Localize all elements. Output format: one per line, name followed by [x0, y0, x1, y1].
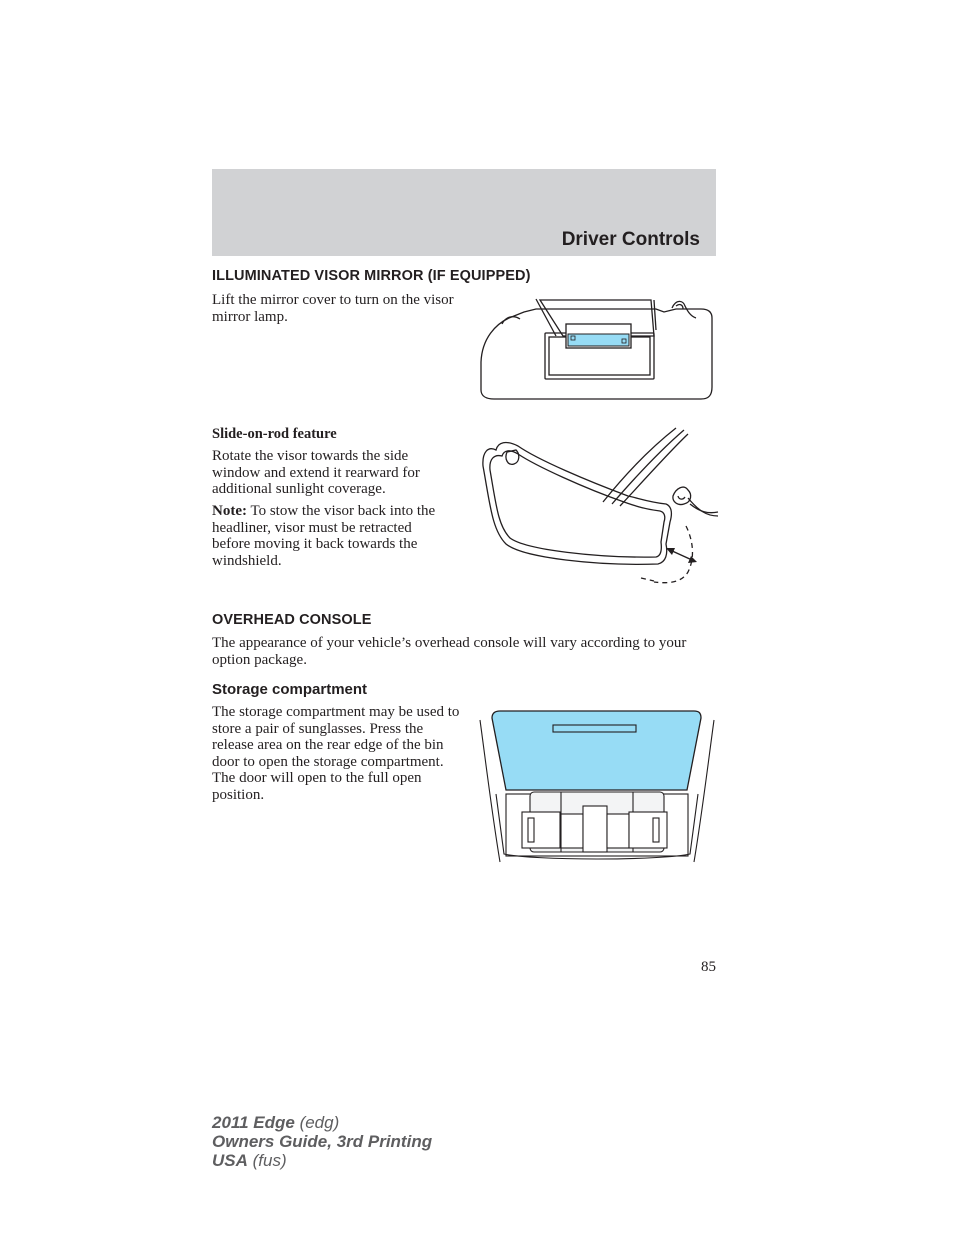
footer-model-line — [212, 1113, 432, 1132]
footer-guide-line — [212, 1132, 432, 1151]
storage-compartment-heading: Storage compartment — [212, 681, 368, 698]
visor-mirror-illustration — [476, 294, 718, 402]
visor-mirror-heading: ILLUMINATED VISOR MIRROR (IF EQUIPPED) — [212, 268, 531, 284]
slide-on-rod-text: Rotate the visor towards the side window and extend it rearward for additional sunlight coverage. — [212, 448, 420, 498]
footer-market-code: (fus) — [247, 1151, 287, 1170]
footer-market: USA — [212, 1151, 248, 1170]
storage-compartment-text: The storage compartment may be used to store a pair of sunglasses. Press the release area on the rear edge of the bin door to open the storage compartment. The door will open to the full open position. — [212, 704, 460, 803]
section-title: Driver Controls — [561, 229, 700, 250]
note-text: To stow the visor back into the headliner, visor must be retracted before moving it back towards the windshield. — [212, 503, 436, 569]
visor-mirror-text: Lift the mirror cover to turn on the visor mirror lamp. — [212, 292, 454, 325]
slide-on-rod-note — [212, 503, 452, 569]
document-footer — [212, 1113, 432, 1170]
slide-on-rod-illustration — [478, 426, 720, 588]
overhead-console-text: The appearance of your vehicle’s overhead console will vary according to your option package. — [212, 635, 687, 668]
slide-on-rod-heading: Slide-on-rod feature — [212, 426, 337, 442]
footer-guide: Owners Guide, 3rd Printing — [212, 1132, 433, 1151]
overhead-console-heading: OVERHEAD CONSOLE — [212, 612, 372, 628]
note-label: Note: — [212, 503, 247, 519]
footer-model: 2011 Edge — [212, 1113, 295, 1132]
footer-market-line — [212, 1151, 432, 1170]
overhead-console-illustration — [476, 704, 718, 864]
page-number: 85 — [701, 959, 716, 975]
section-header-band — [212, 169, 716, 256]
footer-model-code: (edg) — [294, 1113, 340, 1132]
